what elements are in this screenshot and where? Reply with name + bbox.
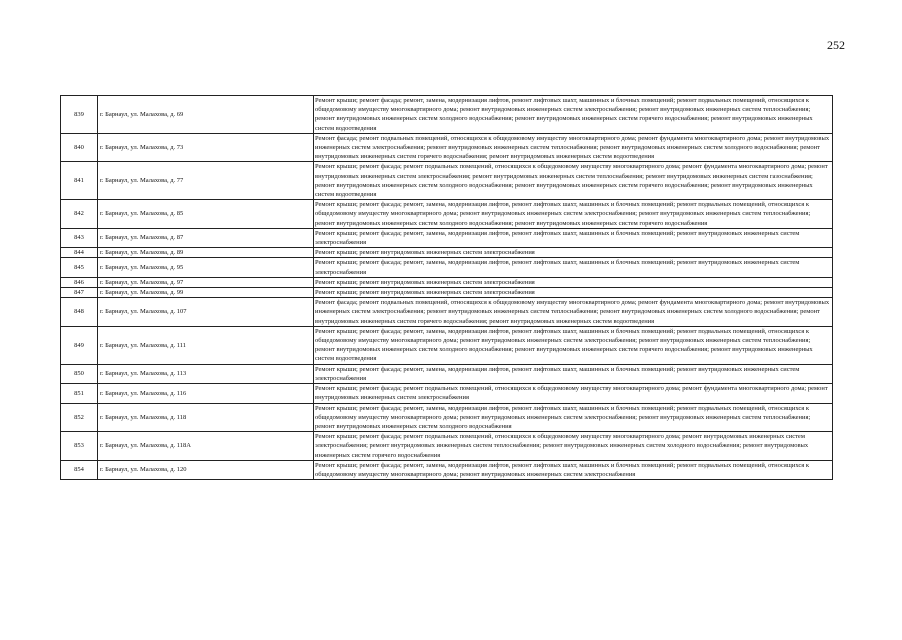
address-cell: г. Барнаул, ул. Малахова, д. 87 [98,228,314,247]
address-cell: г. Барнаул, ул. Малахова, д. 120 [98,460,314,479]
row-number-cell: 843 [61,228,98,247]
row-number-cell: 851 [61,384,98,403]
table-row [61,298,833,327]
address-cell: г. Барнаул, ул. Малахова, д. 89 [98,248,314,258]
table-row [61,460,833,479]
works-cell: Ремонт крыши; ремонт внутридомовых инженерных систем электроснабжения [314,277,833,287]
works-cell: Ремонт крыши; ремонт фасада; ремонт, замена, модернизация лифтов, ремонт лифтовых шахт, машинных и блочных помещений; ремонт подвальных помещений, относящихся к общедомовому имуществу многоквартирного дома; ремонт внутридомовых инженерных систем электроснабжения [314,460,833,479]
works-cell: Ремонт крыши; ремонт фасада; ремонт, замена, модернизация лифтов, ремонт лифтовых шахт, машинных и блочных помещений; ремонт подвальных помещений, относящихся к общедомовому имуществу многоквартирного дома; ремонт внутридомовых инженерных систем электроснабжения; ремонт внутридомовых инженерных систем теплоснабжения; ремонт внутридомовых инженерных систем холодного водоснабжения; ремонт внутридомовых инженерных систем горячего водоснабжения; ремонт внутридомовых инженерных систем водоотведения [314,326,833,364]
row-number-cell: 848 [61,298,98,327]
works-cell: Ремонт фасада; ремонт подвальных помещений, относящихся к общедомовому имуществу многоквартирного дома; ремонт фундамента многоквартирного дома; ремонт внутридомовых инженерных систем электроснабжения; ремонт внутридомовых инженерных систем теплоснабжения; ремонт внутридомовых инженерных систем холодного водоснабжения; ремонт внутридомовых инженерных систем горячего водоснабжения; ремонт внутридомовых инженерных систем водоотведения [314,133,833,162]
row-number-cell: 853 [61,432,98,461]
table-row [61,258,833,277]
table-row [61,96,833,134]
row-number-cell: 850 [61,364,98,383]
works-cell: Ремонт крыши; ремонт внутридомовых инженерных систем электроснабжения [314,288,833,298]
works-cell: Ремонт крыши; ремонт фасада; ремонт, замена, модернизация лифтов, ремонт лифтовых шахт, машинных и блочных помещений; ремонт подвальных помещений, относящихся к общедомовому имуществу многоквартирного дома; ремонт внутридомовых инженерных систем электроснабжения; ремонт внутридомовых инженерных систем теплоснабжения; ремонт внутридомовых инженерных систем холодного водоснабжения; ремонт внутридомовых инженерных систем горячего водоснабжения [314,200,833,229]
table-row [61,403,833,432]
address-cell: г. Барнаул, ул. Малахова, д. 77 [98,162,314,200]
table-row [61,162,833,200]
address-cell: г. Барнаул, ул. Малахова, д. 118 [98,403,314,432]
works-cell: Ремонт крыши; ремонт внутридомовых инженерных систем электроснабжения [314,248,833,258]
table-row [61,133,833,162]
address-cell: г. Барнаул, ул. Малахова, д. 97 [98,277,314,287]
works-table [60,95,833,480]
row-number-cell: 844 [61,248,98,258]
address-cell: г. Барнаул, ул. Малахова, д. 69 [98,96,314,134]
row-number-cell: 839 [61,96,98,134]
table-row [61,326,833,364]
address-cell: г. Барнаул, ул. Малахова, д. 85 [98,200,314,229]
row-number-cell: 852 [61,403,98,432]
table-row [61,384,833,403]
works-cell: Ремонт крыши; ремонт фасада; ремонт, замена, модернизация лифтов, ремонт лифтовых шахт, машинных и блочных помещений; ремонт подвальных помещений, относящихся к общедомовому имуществу многоквартирного дома; ремонт внутридомовых инженерных систем электроснабжения; ремонт внутридомовых инженерных систем теплоснабжения; ремонт внутридомовых инженерных систем холодного водоснабжения; ремонт внутридомовых инженерных систем горячего водоснабжения; ремонт внутридомовых инженерных систем водоотведения [314,96,833,134]
row-number-cell: 847 [61,288,98,298]
table-row [61,432,833,461]
address-cell: г. Барнаул, ул. Малахова, д. 118А [98,432,314,461]
table-row [61,200,833,229]
row-number-cell: 849 [61,326,98,364]
row-number-cell: 840 [61,133,98,162]
address-cell: г. Барнаул, ул. Малахова, д. 95 [98,258,314,277]
address-cell: г. Барнаул, ул. Малахова, д. 111 [98,326,314,364]
row-number-cell: 845 [61,258,98,277]
row-number-cell: 842 [61,200,98,229]
works-cell: Ремонт крыши; ремонт фасада; ремонт, замена, модернизация лифтов, ремонт лифтовых шахт, машинных и блочных помещений; ремонт подвальных помещений, относящихся к общедомовому имуществу многоквартирного дома; ремонт внутридомовых инженерных систем электроснабжения; ремонт внутридомовых инженерных систем теплоснабжения; ремонт внутридомовых инженерных систем холодного водоснабжения [314,403,833,432]
table-body [61,96,833,480]
address-cell: г. Барнаул, ул. Малахова, д. 73 [98,133,314,162]
row-number-cell: 841 [61,162,98,200]
address-cell: г. Барнаул, ул. Малахова, д. 113 [98,364,314,383]
row-number-cell: 854 [61,460,98,479]
table-row [61,364,833,383]
address-cell: г. Барнаул, ул. Малахова, д. 99 [98,288,314,298]
works-cell: Ремонт крыши; ремонт фасада; ремонт, замена, модернизация лифтов, ремонт лифтовых шахт, машинных и блочных помещений; ремонт внутридомовых инженерных систем электроснабжения [314,228,833,247]
address-cell: г. Барнаул, ул. Малахова, д. 116 [98,384,314,403]
table-row [61,248,833,258]
table-row [61,228,833,247]
works-cell: Ремонт крыши; ремонт фасада; ремонт подвальных помещений, относящихся к общедомовому имуществу многоквартирного дома; ремонт фундамента многоквартирного дома; ремонт внутридомовых инженерных систем электроснабжения; ремонт внутридомовых инженерных систем теплоснабжения; ремонт внутридомовых инженерных систем газоснабжения; ремонт внутридомовых инженерных систем холодного водоснабжения; ремонт внутридомовых инженерных систем горячего водоснабжения; ремонт внутридомовых инженерных систем водоотведения [314,162,833,200]
works-cell: Ремонт крыши; ремонт фасада; ремонт, замена, модернизация лифтов, ремонт лифтовых шахт, машинных и блочных помещений; ремонт внутридомовых инженерных систем электроснабжения [314,258,833,277]
works-cell: Ремонт крыши; ремонт фасада; ремонт подвальных помещений, относящихся к общедомовому имуществу многоквартирного дома; ремонт внутридомовых инженерных систем электроснабжения; ремонт внутридомовых инженерных систем теплоснабжения; ремонт внутридомовых инженерных систем холодного водоснабжения; ремонт внутридомовых инженерных систем горячего водоснабжения [314,432,833,461]
table-row [61,288,833,298]
address-cell: г. Барнаул, ул. Малахова, д. 107 [98,298,314,327]
table-row [61,277,833,287]
row-number-cell: 846 [61,277,98,287]
page-number: 252 [827,38,845,52]
works-cell: Ремонт фасада; ремонт подвальных помещений, относящихся к общедомовому имуществу многоквартирного дома; ремонт фундамента многоквартирного дома; ремонт внутридомовых инженерных систем электроснабжения; ремонт внутридомовых инженерных систем теплоснабжения; ремонт внутридомовых инженерных систем холодного водоснабжения; ремонт внутридомовых инженерных систем горячего водоснабжения; ремонт внутридомовых инженерных систем водоотведения [314,298,833,327]
works-cell: Ремонт крыши; ремонт фасада; ремонт подвальных помещений, относящихся к общедомовому имуществу многоквартирного дома; ремонт фундамента многоквартирного дома; ремонт внутридомовых инженерных систем электроснабжения [314,384,833,403]
works-cell: Ремонт крыши; ремонт фасада; ремонт, замена, модернизация лифтов, ремонт лифтовых шахт, машинных и блочных помещений; ремонт внутридомовых инженерных систем электроснабжения [314,364,833,383]
